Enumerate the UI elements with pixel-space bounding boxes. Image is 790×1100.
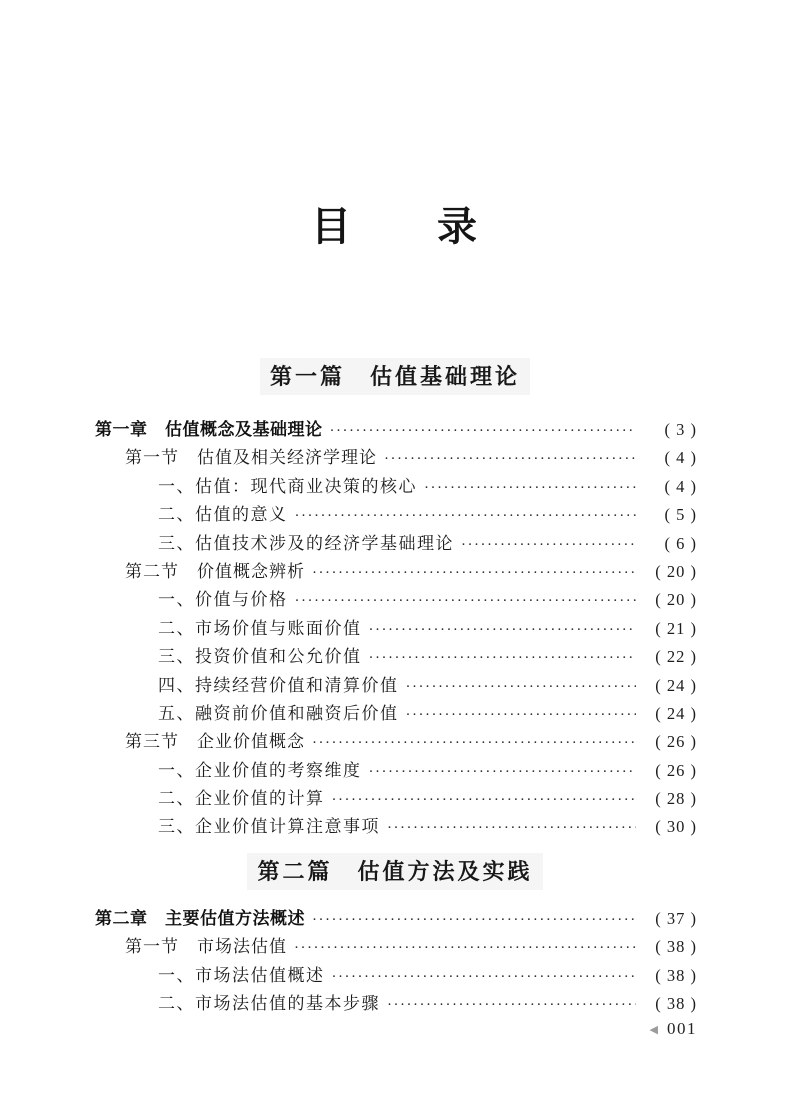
toc-item-row [95, 501, 697, 529]
toc-entry-label: 一、估值：现代商业决策的核心 [158, 476, 417, 496]
toc-entry-label: 五、融资前价值和融资后价值 [158, 703, 399, 723]
toc-entry-page: ( 30 ) [655, 817, 697, 837]
toc-entry-label: 二、市场价值与账面价值 [158, 618, 362, 638]
dot-leader [384, 445, 636, 473]
toc-section-row [95, 444, 697, 472]
toc-item-row [95, 586, 697, 614]
dot-leader [406, 701, 637, 729]
toc-entry-label: 三、投资价值和公允价值 [158, 647, 362, 667]
toc-entry-label: 三、企业价值计算注意事项 [158, 817, 380, 837]
toc-entry-page: ( 26 ) [655, 732, 697, 752]
toc-entry-page: ( 38 ) [655, 937, 697, 957]
dot-leader [369, 644, 637, 672]
toc-entry-page: ( 4 ) [664, 476, 697, 496]
toc-entry-label: 四、持续经营价值和清算价值 [158, 675, 399, 695]
dot-leader [424, 474, 636, 502]
toc-entry-label: 第二节 价值概念辨析 [125, 561, 305, 581]
dot-leader [295, 587, 637, 615]
toc-item-row [95, 962, 697, 990]
toc-entry-label: 第二章 主要估值方法概述 [95, 908, 305, 928]
toc-entry-page: ( 24 ) [655, 675, 697, 695]
page-footer [650, 1019, 697, 1039]
toc-item-row [95, 785, 697, 813]
toc-entry-page: ( 38 ) [655, 965, 697, 985]
toc-entry-label: 第三节 企业价值概念 [125, 732, 305, 752]
dot-leader [312, 906, 636, 934]
dot-leader [295, 502, 637, 530]
part-1-heading: 第一篇 估值基础理论 [260, 358, 530, 395]
dot-leader [369, 616, 637, 644]
toc-item-row [95, 473, 697, 501]
toc-entry-page: ( 24 ) [655, 703, 697, 723]
dot-leader [312, 729, 636, 757]
toc-entry-page: ( 38 ) [655, 994, 697, 1014]
part-2-heading: 第二篇 估值方法及实践 [247, 853, 542, 890]
toc-entry-label: 一、企业价值的考察维度 [158, 760, 362, 780]
dot-leader [330, 417, 637, 445]
toc-item-row [95, 700, 697, 728]
folio-page-number: 001 [667, 1019, 697, 1038]
dot-leader [332, 786, 637, 814]
toc-item-row [95, 530, 697, 558]
left-triangle-icon: ◀ [649, 1022, 658, 1036]
dot-leader [461, 531, 636, 559]
toc-entry-page: ( 20 ) [655, 590, 697, 610]
toc-item-row [95, 990, 697, 1018]
page-title: 目 录 [311, 204, 479, 249]
toc-item-row [95, 643, 697, 671]
dot-leader [406, 673, 637, 701]
toc-entry-label: 二、估值的意义 [158, 505, 288, 525]
toc-entry-label: 三、估值技术涉及的经济学基础理论 [158, 533, 454, 553]
dot-leader [312, 559, 636, 587]
toc-chapter-row [95, 905, 697, 933]
toc-entry-label: 第一节 市场法估值 [125, 937, 287, 957]
dot-leader [332, 963, 637, 991]
toc-entry-label: 二、市场法估值的基本步骤 [158, 994, 380, 1014]
toc-entry-page: ( 37 ) [655, 908, 697, 928]
toc-part-1-list [95, 416, 697, 842]
toc-entry-page: ( 21 ) [655, 618, 697, 638]
dot-leader [387, 814, 636, 842]
toc-item-row [95, 672, 697, 700]
toc-entry-label: 第一节 估值及相关经济学理论 [125, 448, 377, 468]
dot-leader [294, 934, 636, 962]
toc-entry-page: ( 22 ) [655, 647, 697, 667]
toc-entry-label: 一、价值与价格 [158, 590, 288, 610]
toc-chapter-row [95, 416, 697, 444]
toc-entry-page: ( 26 ) [655, 760, 697, 780]
toc-entry-label: 第一章 估值概念及基础理论 [95, 420, 323, 439]
toc-entry-page: ( 3 ) [664, 420, 697, 439]
toc-section-row [95, 558, 697, 586]
toc-section-row [95, 728, 697, 756]
toc-entry-label: 二、企业价值的计算 [158, 789, 325, 809]
toc-part-2-list [95, 905, 697, 1019]
toc-entry-page: ( 28 ) [655, 789, 697, 809]
toc-section-row [95, 933, 697, 961]
toc-entry-label: 一、市场法估值概述 [158, 965, 325, 985]
toc-item-row [95, 813, 697, 841]
toc-item-row [95, 757, 697, 785]
dot-leader [387, 991, 636, 1019]
dot-leader [369, 758, 637, 786]
toc-entry-page: ( 20 ) [655, 561, 697, 581]
toc-entry-page: ( 6 ) [664, 533, 697, 553]
toc-entry-page: ( 5 ) [664, 505, 697, 525]
toc-entry-page: ( 4 ) [664, 448, 697, 468]
toc-item-row [95, 615, 697, 643]
